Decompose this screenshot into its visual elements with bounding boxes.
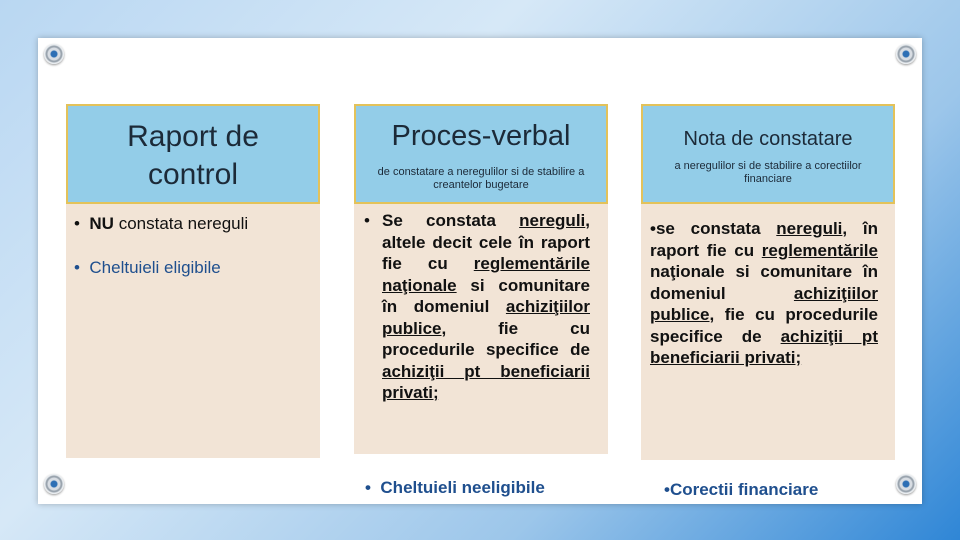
nota-constatare-header — [641, 104, 895, 204]
corectii-financiare: •Corectii financiare — [664, 480, 819, 499]
proces-verbal-header — [354, 104, 608, 204]
proces-verbal-text: Se constata nereguli, altele decit cele în raport fie cu reglementările naţionale si comunitare în domeniul achiziţiilor publice, fie cu procedurile specifice de achiziţii pt beneficiarii privati; — [382, 211, 590, 402]
corectii-financiare-text: Corectii financiare — [669, 480, 819, 499]
cheltuieli-neeligibile-text: Cheltuieli neeligibile — [380, 478, 545, 497]
nota-constatare-title: Nota de constatare — [683, 128, 853, 150]
raport-control-header — [66, 104, 320, 204]
nota-constatare-subtitle: a neregulilor si de stabilire a corectiilor financiare — [674, 160, 862, 185]
cheltuieli-eligibile-text: Cheltuieli eligibile — [89, 258, 221, 277]
cheltuieli-neeligibile: • Cheltuieli neeligibile — [365, 478, 545, 497]
bullet-bold-text: NU — [89, 214, 114, 233]
pin-icon — [44, 474, 64, 494]
bullet-text: constata nereguli — [113, 214, 249, 233]
raport-control-title: Raport de control — [127, 120, 259, 191]
list-item: • Cheltuieli eligibile — [74, 258, 221, 277]
nota-constatare-body — [641, 204, 895, 460]
pin-icon — [896, 44, 916, 64]
list-item: • Se constata nereguli, altele decit cele în raport fie cu reglementările naţionale si comunitare în domeniul achiziţiilor publice, fie cu procedurile specifice de achiziţii pt beneficiarii privati; — [364, 211, 590, 402]
raport-control-body — [66, 204, 320, 458]
pin-icon — [44, 44, 64, 64]
pin-icon — [896, 474, 916, 494]
list-item: • NU constata nereguli — [74, 214, 249, 233]
proces-verbal-body — [354, 204, 608, 454]
proces-verbal-subtitle: de constatare a neregulilor si de stabilire a creantelor bugetare — [377, 166, 585, 191]
proces-verbal-title: Proces-verbal — [391, 120, 571, 152]
nota-constatare-text: •se constata nereguli, în raport fie cu reglementările naţionale si comunitare în domeniul achiziţiilor publice, fie cu procedurile specifice de achiziţii pt beneficiarii privati; — [650, 219, 878, 367]
